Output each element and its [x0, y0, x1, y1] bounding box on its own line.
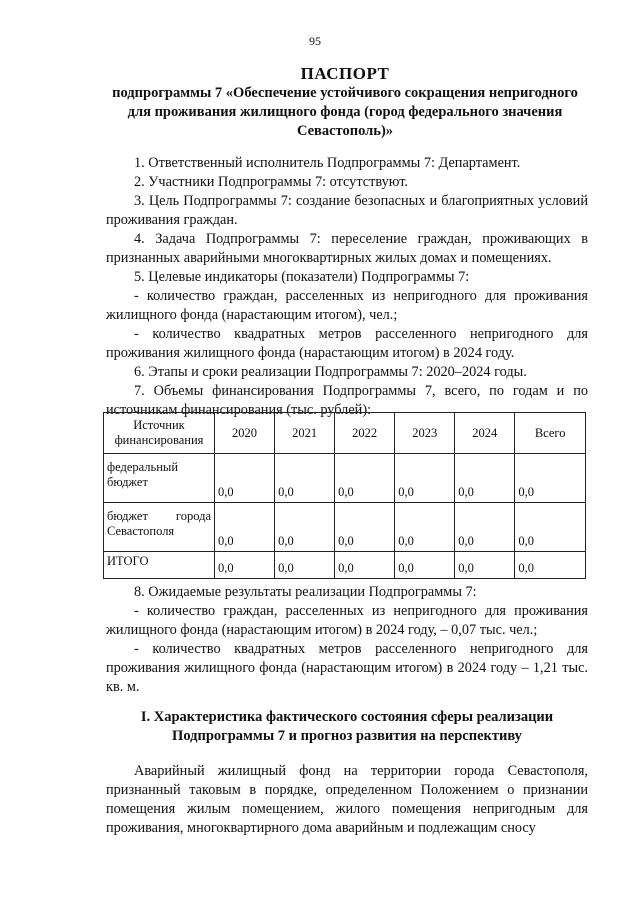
item-funding: 7. Объемы финансирования Подпрограммы 7, всего, по годам и по источникам финансирования (тыс. рублей):	[106, 383, 588, 418]
table-cell: 0,0	[395, 503, 455, 552]
header-source: Источник финансирования	[104, 413, 215, 454]
section-paragraph: Аварийный жилищный фонд на территории города Севастополя, признанный таковым в порядке, определенном Положением о признании помещения жилым помещением, жилого помещения непригодным для проживания, многоквартирного дома аварийным и подлежащим сносу	[106, 763, 588, 836]
item-indicators: 5. Целевые индикаторы (показатели) Подпрограммы 7:	[134, 269, 470, 285]
table-cell: 0,0	[515, 552, 586, 579]
expected-results	[106, 583, 588, 697]
table-cell: 0,0	[335, 552, 395, 579]
table-cell: 0,0	[335, 454, 395, 503]
table-row	[104, 503, 586, 552]
table-cell: 0,0	[215, 552, 275, 579]
header-total: Всего	[515, 413, 586, 454]
table-row	[104, 454, 586, 503]
item-goal: 3. Цель Подпрограммы 7: создание безопасных и благоприятных условий проживания граждан.	[106, 193, 588, 228]
row-source-total: ИТОГО	[104, 552, 215, 579]
table-header-row	[104, 413, 586, 454]
row-source-federal: федеральный бюджет	[104, 454, 215, 503]
table-cell: 0,0	[455, 454, 515, 503]
passport-title: ПАСПОРТ	[300, 64, 390, 83]
source-city-word1: бюджет	[107, 509, 148, 523]
table-cell: 0,0	[275, 454, 335, 503]
table-cell: 0,0	[395, 454, 455, 503]
table-row	[104, 552, 586, 579]
table-cell: 0,0	[515, 503, 586, 552]
table-cell: 0,0	[215, 503, 275, 552]
header-2021: 2021	[275, 413, 335, 454]
passport-items	[106, 154, 588, 420]
item-responsible: 1. Ответственный исполнитель Подпрограммы 7: Департамент.	[134, 155, 521, 171]
result-citizens: - количество граждан, расселенных из непригодного для проживания жилищного фонда (нарастающим итогом) в 2024 году, – 0,07 тыс. чел.;	[106, 603, 588, 638]
table-cell: 0,0	[275, 503, 335, 552]
results-heading: 8. Ожидаемые результаты реализации Подпрограммы 7:	[134, 584, 477, 600]
section-body	[106, 762, 588, 838]
table-cell: 0,0	[335, 503, 395, 552]
table-cell: 0,0	[275, 552, 335, 579]
header-2024: 2024	[455, 413, 515, 454]
item-task: 4. Задача Подпрограммы 7: переселение граждан, проживающих в признанных аварийными многоквартирных жилых домах и помещениях.	[106, 231, 588, 266]
source-city-word3: Севастополя	[107, 524, 175, 538]
item-stages: 6. Этапы и сроки реализации Подпрограммы 7: 2020–2024 годы.	[134, 364, 527, 380]
funding-table	[103, 412, 586, 579]
header-2022: 2022	[335, 413, 395, 454]
passport-subtitle: подпрограммы 7 «Обеспечение устойчивого сокращения непригодного для проживания жилищного фонда (город федерального значения Севастополь)»	[112, 85, 578, 139]
section-heading: I. Характеристика фактического состояния сферы реализации Подпрограммы 7 и прогноз развития на перспективу	[140, 709, 554, 744]
source-city-word2: города	[175, 509, 211, 523]
table-cell: 0,0	[215, 454, 275, 503]
table-cell: 0,0	[455, 503, 515, 552]
item-participants: 2. Участники Подпрограммы 7: отсутствуют.	[134, 174, 408, 190]
header-2020: 2020	[215, 413, 275, 454]
table-cell: 0,0	[455, 552, 515, 579]
result-area: - количество квадратных метров расселенного непригодного для проживания жилищного фонда (нарастающим итогом) в 2024 году – 1,21 тыс. кв. м.	[106, 641, 588, 695]
row-source-city	[104, 503, 215, 552]
item-indicator-area: - количество квадратных метров расселенного непригодного для проживания жилищного фонда (нарастающим итогом) в 2024 году.	[106, 326, 588, 361]
table-cell: 0,0	[395, 552, 455, 579]
header-2023: 2023	[395, 413, 455, 454]
page-number: 95	[309, 34, 321, 48]
table-cell: 0,0	[515, 454, 586, 503]
item-indicator-citizens: - количество граждан, расселенных из непригодного для проживания жилищного фонда (нарастающим итогом), чел.;	[106, 288, 588, 323]
